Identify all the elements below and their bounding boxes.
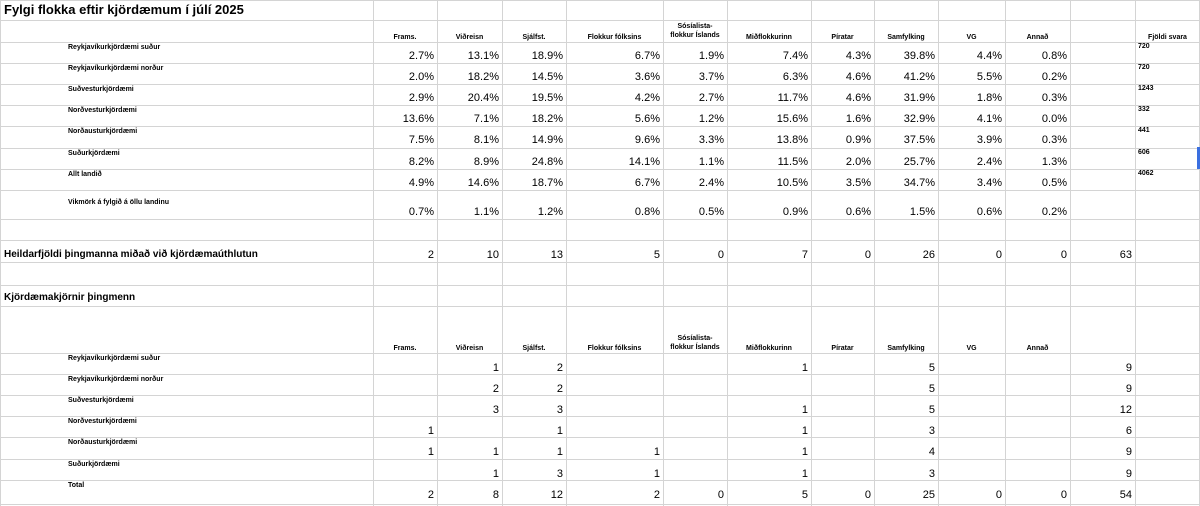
poll-value[interactable]: 2.9% — [408, 92, 434, 104]
seat-value[interactable]: 1 — [801, 446, 808, 458]
poll-value[interactable]: 4.4% — [976, 50, 1002, 62]
poll-value[interactable]: 18.2% — [531, 113, 563, 125]
seat-value[interactable]: 3 — [492, 404, 499, 416]
seat-value[interactable]: 1 — [801, 404, 808, 416]
seat-value[interactable]: 2 — [427, 489, 434, 501]
seat-value[interactable]: 25 — [922, 489, 935, 501]
seats-total-value[interactable]: 0 — [1060, 249, 1067, 261]
response-count[interactable]: 720 — [1138, 43, 1150, 50]
row-total[interactable]: 9 — [1125, 383, 1132, 395]
seats-total-value[interactable]: 0 — [864, 249, 871, 261]
poll-value[interactable]: 5.6% — [634, 113, 660, 125]
poll-value[interactable]: 14.1% — [628, 156, 660, 168]
seat-value[interactable]: 0 — [1060, 489, 1067, 501]
poll-value[interactable]: 0.8% — [1041, 50, 1067, 62]
seat-value[interactable]: 1 — [556, 446, 563, 458]
poll-value[interactable]: 14.5% — [531, 71, 563, 83]
poll-value[interactable]: 0.9% — [782, 206, 808, 218]
poll-value[interactable]: 4.9% — [408, 177, 434, 189]
seat-value[interactable]: 0 — [717, 489, 724, 501]
poll-value[interactable]: 3.7% — [698, 71, 724, 83]
response-count[interactable]: 4062 — [1138, 170, 1154, 177]
row-label: Suðvesturkjördæmi — [68, 397, 134, 404]
poll-value[interactable]: 14.6% — [467, 177, 499, 189]
poll-value[interactable]: 19.5% — [531, 92, 563, 104]
poll-value[interactable]: 6.7% — [634, 50, 660, 62]
row-label: Reykjavíkurkjördæmi norður — [68, 65, 164, 72]
poll-value[interactable]: 0.2% — [1041, 71, 1067, 83]
poll-value[interactable]: 31.9% — [903, 92, 935, 104]
party-header: Viðreisn — [455, 345, 484, 352]
poll-value[interactable]: 24.8% — [531, 156, 563, 168]
party-header: Samfylking — [887, 345, 925, 352]
row-label: Total — [68, 482, 85, 489]
poll-value[interactable]: 7.4% — [782, 50, 808, 62]
seat-value[interactable]: 2 — [653, 489, 660, 501]
row-label: Vikmörk á fylgið á öllu landinu — [68, 199, 170, 206]
poll-value[interactable]: 8.1% — [473, 134, 499, 146]
poll-value[interactable]: 1.2% — [537, 206, 563, 218]
poll-value[interactable]: 9.6% — [634, 134, 660, 146]
seats-total-value[interactable]: 0 — [995, 249, 1002, 261]
poll-value[interactable]: 7.1% — [473, 113, 499, 125]
poll-value[interactable]: 1.2% — [698, 113, 724, 125]
seat-value[interactable]: 5 — [801, 489, 808, 501]
poll-value[interactable]: 11.7% — [777, 92, 808, 104]
count-header: Fjöldi svara — [1148, 34, 1187, 41]
row-label: Suðvesturkjördæmi — [68, 86, 134, 93]
poll-value[interactable]: 34.7% — [903, 177, 935, 189]
poll-value[interactable]: 1.3% — [1041, 156, 1067, 168]
seat-value[interactable]: 1 — [427, 446, 434, 458]
seat-value[interactable]: 3 — [556, 468, 563, 480]
seats-total-value[interactable]: 7 — [801, 249, 808, 261]
constituency-section-title: Kjördæmakjörnir þingmenn — [4, 292, 136, 303]
seat-value[interactable]: 1 — [801, 425, 808, 437]
poll-value[interactable]: 14.9% — [531, 134, 563, 146]
response-count[interactable]: 1243 — [1138, 85, 1154, 92]
poll-value[interactable]: 1.6% — [845, 113, 871, 125]
seat-value[interactable]: 4 — [928, 446, 935, 458]
party-header: Frams. — [393, 34, 417, 41]
poll-value[interactable]: 0.8% — [634, 206, 660, 218]
seats-total-value[interactable]: 26 — [922, 249, 935, 261]
poll-value[interactable]: 5.5% — [976, 71, 1002, 83]
poll-value[interactable]: 13.8% — [776, 134, 808, 146]
poll-value[interactable]: 18.7% — [531, 177, 563, 189]
poll-value[interactable]: 2.4% — [698, 177, 724, 189]
poll-value[interactable]: 2.0% — [845, 156, 871, 168]
poll-value[interactable]: 8.2% — [408, 156, 434, 168]
response-count[interactable]: 720 — [1138, 64, 1150, 71]
poll-value[interactable]: 3.4% — [976, 177, 1002, 189]
poll-value[interactable]: 0.0% — [1041, 113, 1067, 125]
poll-value[interactable]: 6.7% — [634, 177, 660, 189]
poll-value[interactable]: 4.6% — [845, 71, 871, 83]
seat-value[interactable]: 8 — [492, 489, 499, 501]
party-header: Frams. — [393, 345, 417, 352]
seat-value[interactable]: 2 — [556, 383, 563, 395]
seat-value[interactable]: 3 — [556, 404, 563, 416]
row-label: Reykjavíkurkjördæmi norður — [68, 376, 164, 383]
poll-value[interactable]: 6.3% — [782, 71, 808, 83]
row-label: Norðausturkjördæmi — [68, 128, 138, 135]
party-header: Miðflokkurinn — [746, 34, 792, 41]
party-header: Píratar — [831, 34, 854, 41]
poll-value[interactable]: 0.2% — [1041, 206, 1067, 218]
row-label: Norðvesturkjördæmi — [68, 418, 137, 425]
poll-value[interactable]: 13.1% — [467, 50, 499, 62]
party-header: Sósíalista- flokkur Íslands — [670, 335, 720, 351]
seat-value[interactable]: 0 — [864, 489, 871, 501]
seats-grand-total[interactable]: 63 — [1119, 249, 1132, 261]
seat-value[interactable]: 1 — [801, 362, 808, 374]
seat-value[interactable]: 12 — [550, 489, 563, 501]
poll-value[interactable]: 1.1% — [698, 156, 724, 168]
row-total[interactable]: 6 — [1125, 425, 1132, 437]
row-label: Norðvesturkjördæmi — [68, 107, 137, 114]
poll-value[interactable]: 2.7% — [698, 92, 724, 104]
party-header: Sjálfst. — [522, 345, 546, 352]
poll-value[interactable]: 1.5% — [909, 206, 935, 218]
poll-value[interactable]: 18.9% — [531, 50, 563, 62]
party-header: Píratar — [831, 345, 854, 352]
poll-value[interactable]: 4.1% — [976, 113, 1002, 125]
seat-value[interactable]: 2 — [556, 362, 563, 374]
row-total[interactable]: 12 — [1119, 404, 1132, 416]
poll-value[interactable]: 0.7% — [408, 206, 434, 218]
poll-value[interactable]: 1.8% — [976, 92, 1002, 104]
poll-value[interactable]: 18.2% — [467, 71, 499, 83]
row-total[interactable]: 9 — [1125, 446, 1132, 458]
party-header: Flokkur fólksins — [587, 34, 642, 41]
response-count[interactable]: 441 — [1138, 127, 1150, 134]
poll-value[interactable]: 37.5% — [903, 134, 935, 146]
poll-value[interactable]: 41.2% — [903, 71, 935, 83]
seats-total-value[interactable]: 10 — [486, 249, 499, 261]
poll-value[interactable]: 11.5% — [777, 156, 808, 168]
poll-value[interactable]: 1.9% — [698, 50, 724, 62]
poll-value[interactable]: 3.6% — [634, 71, 660, 83]
poll-value[interactable]: 39.8% — [903, 50, 935, 62]
seat-value[interactable]: 1 — [556, 425, 563, 437]
seats-total-value[interactable]: 5 — [653, 249, 660, 261]
seat-value[interactable]: 5 — [928, 362, 935, 374]
seat-value[interactable]: 1 — [492, 446, 499, 458]
poll-value[interactable]: 0.3% — [1041, 134, 1067, 146]
poll-value[interactable]: 25.7% — [903, 156, 935, 168]
seats-total-value[interactable]: 2 — [427, 249, 434, 261]
seat-value[interactable]: 1 — [653, 468, 660, 480]
seat-value[interactable]: 3 — [928, 468, 935, 480]
party-header: Annað — [1026, 34, 1049, 41]
party-header: Sósíalista- flokkur Íslands — [670, 23, 720, 39]
row-label: Reykjavíkurkjördæmi suður — [68, 44, 161, 51]
poll-value[interactable]: 4.3% — [845, 50, 871, 62]
row-label: Allt landið — [68, 171, 102, 178]
party-header: Miðflokkurinn — [746, 345, 792, 352]
poll-value[interactable]: 2.0% — [408, 71, 434, 83]
seat-value[interactable]: 1 — [427, 425, 434, 437]
seat-value[interactable]: 3 — [928, 425, 935, 437]
poll-value[interactable]: 8.9% — [473, 156, 499, 168]
seat-value[interactable]: 5 — [928, 383, 935, 395]
poll-value[interactable]: 3.3% — [698, 134, 724, 146]
party-header: Sjálfst. — [522, 34, 546, 41]
party-header: Flokkur fólksins — [587, 345, 642, 352]
row-total[interactable]: 9 — [1125, 468, 1132, 480]
seat-value[interactable]: 0 — [995, 489, 1002, 501]
party-header: Samfylking — [887, 34, 925, 41]
poll-value[interactable]: 10.5% — [776, 177, 808, 189]
poll-value[interactable]: 4.6% — [845, 92, 871, 104]
row-label: Norðausturkjördæmi — [68, 439, 138, 446]
seat-value[interactable]: 1 — [801, 468, 808, 480]
seat-value[interactable]: 1 — [492, 362, 499, 374]
row-label: Reykjavíkurkjördæmi suður — [68, 355, 161, 362]
poll-value[interactable]: 32.9% — [903, 113, 935, 125]
response-count[interactable]: 332 — [1138, 106, 1150, 113]
poll-value[interactable]: 15.6% — [776, 113, 808, 125]
seats-total-label: Heildarfjöldi þingmanna miðað við kjördæmaúthlutun — [4, 249, 258, 260]
poll-value[interactable]: 2.7% — [408, 50, 434, 62]
seats-total-value[interactable]: 0 — [717, 249, 724, 261]
sheet-title: Fylgi flokka eftir kjördæmum í júlí 2025 — [4, 2, 244, 17]
party-header: Annað — [1026, 345, 1049, 352]
party-header: VG — [966, 345, 977, 352]
poll-value[interactable]: 1.1% — [473, 206, 499, 218]
seat-value[interactable]: 1 — [492, 468, 499, 480]
poll-value[interactable]: 20.4% — [467, 92, 499, 104]
row-label: Suðurkjördæmi — [68, 461, 120, 468]
poll-value[interactable]: 0.6% — [845, 206, 871, 218]
poll-value[interactable]: 3.5% — [845, 177, 871, 189]
poll-value[interactable]: 0.5% — [698, 206, 724, 218]
poll-value[interactable]: 0.3% — [1041, 92, 1067, 104]
poll-value[interactable]: 3.9% — [976, 134, 1002, 146]
poll-value[interactable]: 4.2% — [634, 92, 660, 104]
seat-value[interactable]: 5 — [928, 404, 935, 416]
poll-value[interactable]: 2.4% — [976, 156, 1002, 168]
poll-value[interactable]: 7.5% — [408, 134, 434, 146]
party-header: VG — [966, 34, 977, 41]
party-header: Viðreisn — [455, 34, 484, 41]
seats-total-value[interactable]: 13 — [550, 249, 563, 261]
poll-value[interactable]: 13.6% — [402, 113, 434, 125]
row-total[interactable]: 54 — [1119, 489, 1132, 501]
response-count[interactable]: 606 — [1138, 149, 1150, 156]
seat-value[interactable]: 1 — [653, 446, 660, 458]
poll-value[interactable]: 0.6% — [976, 206, 1002, 218]
poll-value[interactable]: 0.9% — [845, 134, 871, 146]
poll-value[interactable]: 0.5% — [1041, 177, 1067, 189]
row-label: Suðurkjördæmi — [68, 150, 120, 157]
seat-value[interactable]: 2 — [492, 383, 499, 395]
row-total[interactable]: 9 — [1125, 362, 1132, 374]
